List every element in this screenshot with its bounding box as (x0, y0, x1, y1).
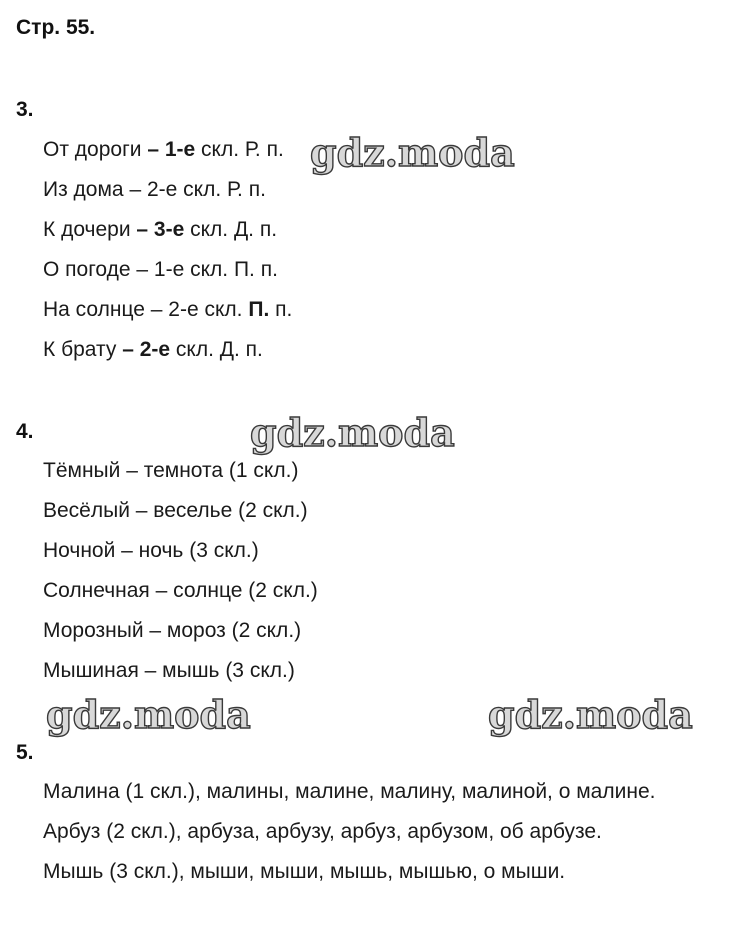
section-5-number: 5. (16, 741, 34, 764)
section-4-number: 4. (16, 420, 34, 443)
section-5-line-3: Мышь (3 скл.), мыши, мыши, мышь, мышью, о мыши. (43, 860, 566, 883)
section-4-line-5: Морозный – мороз (2 скл.) (43, 619, 302, 642)
section-5-line-2: Арбуз (2 скл.), арбуза, арбузу, арбуз, арбузом, об арбузе. (43, 820, 602, 843)
section-4-line-2: Весёлый – веселье (2 скл.) (43, 499, 308, 522)
section-3-line-4: О погоде – 1-е скл. П. п. (43, 258, 278, 281)
section-3-line-2: Из дома – 2-е скл. Р. п. (43, 178, 266, 201)
watermark-logo: gdz.moda (250, 410, 455, 455)
section-3-line-1: От дороги – 1-е скл. Р. п. (43, 138, 284, 161)
watermark-logo: gdz.moda (488, 692, 693, 737)
section-4-line-3: Ночной – ночь (3 скл.) (43, 539, 259, 562)
section-3-line-5: На солнце – 2-е скл. П. п. (43, 298, 293, 321)
watermark-logo: gdz.moda (310, 130, 515, 175)
section-4-line-1: Тёмный – темнота (1 скл.) (43, 459, 299, 482)
page-title: Стр. 55. (16, 16, 96, 39)
section-5-line-1: Малина (1 скл.), малины, малине, малину, малиной, о малине. (43, 780, 656, 803)
section-3-line-6: К брату – 2-е скл. Д. п. (43, 338, 263, 361)
watermark-logo: gdz.moda (46, 692, 251, 737)
section-3-line-3: К дочери – 3-е скл. Д. п. (43, 218, 278, 241)
section-4-line-6: Мышиная – мышь (3 скл.) (43, 659, 295, 682)
section-3-number: 3. (16, 98, 34, 121)
section-4-line-4: Солнечная – солнце (2 скл.) (43, 579, 318, 602)
